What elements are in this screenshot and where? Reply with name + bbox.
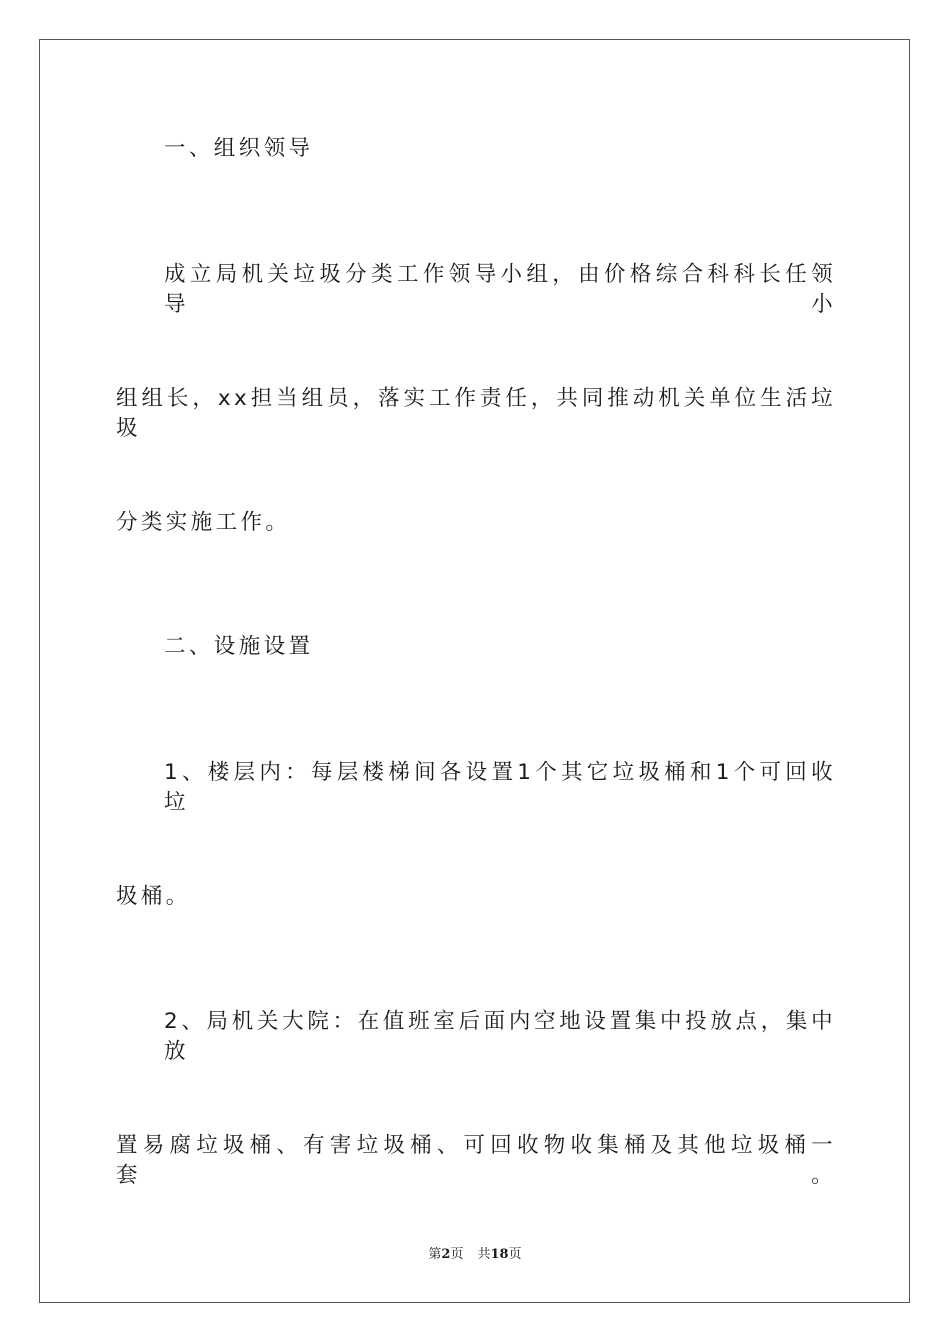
paragraph-line: 2、局机关大院：在值班室后面内空地设置集中投放点，集中放 bbox=[164, 1009, 836, 1064]
paragraph-line: 分类实施工作。 bbox=[116, 510, 291, 535]
paragraph-line: 置易腐垃圾桶、有害垃圾桶、可回收物收集桶及其他垃圾桶一套。 bbox=[116, 1133, 836, 1188]
footer-total-prefix: 共 bbox=[477, 1247, 491, 1262]
section-heading-facilities: 二、设施设置 bbox=[164, 634, 314, 659]
section-heading-organization: 一、组织领导 bbox=[164, 136, 314, 161]
paragraph-line: 圾桶。 bbox=[116, 884, 191, 909]
footer-total-unit: 页 bbox=[508, 1247, 522, 1262]
paragraph-line: 成立局机关垃圾分类工作领导小组，由价格综合科科长任领导小 bbox=[164, 262, 836, 317]
footer-page-unit: 页 bbox=[450, 1247, 464, 1262]
footer-page-number: 2 bbox=[441, 1247, 451, 1262]
page-border bbox=[39, 39, 910, 1303]
paragraph-line: 组组长，xx担当组员，落实工作责任，共同推动机关单位生活垃圾 bbox=[116, 386, 836, 441]
paragraph-line: 1、楼层内：每层楼梯间各设置1个其它垃圾桶和1个可回收垃 bbox=[164, 760, 836, 815]
footer-total-pages: 18 bbox=[490, 1247, 509, 1262]
page-footer bbox=[0, 1246, 950, 1264]
footer-page-prefix: 第 bbox=[428, 1247, 442, 1262]
